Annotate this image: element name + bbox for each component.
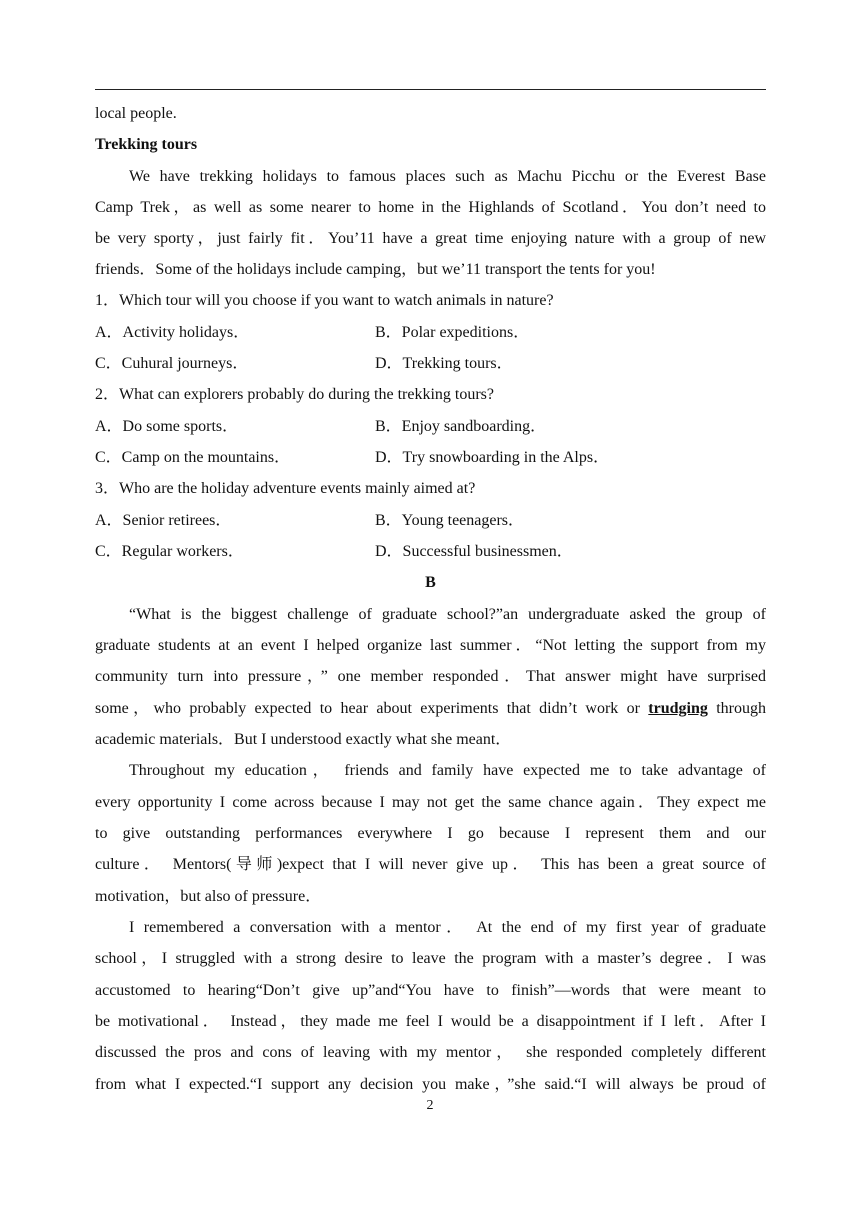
section-title-trekking: Trekking tours — [95, 136, 198, 153]
paragraph-line: Camp Trek，as well as some nearer to home in the Highlands of Scotland．You don’t need to — [95, 199, 767, 216]
question-3-options-row — [95, 541, 766, 563]
paragraph-line: I remembered a conversation with a mentor． At the end of my first year of graduate — [129, 919, 766, 936]
option-d: D．Successful businessmen． — [375, 543, 573, 560]
option-b: B．Polar expeditions． — [375, 324, 530, 341]
question-2-stem: 2．What can explorers probably do during the trekking tours? — [95, 386, 495, 403]
passage-b-label: B — [425, 574, 436, 591]
option-a: A．Do some sports． — [95, 418, 239, 435]
paragraph-line: be motivational． Instead，they made me feel I would be a disappointment if I left．After I — [95, 1013, 767, 1030]
paragraph-line: from what I expected.“I support any decision you make，”she said.“I will always be proud of — [95, 1076, 766, 1093]
page-number: 2 — [426, 1098, 434, 1113]
question-2-options-row — [95, 416, 766, 438]
paragraph-line: “What is the biggest challenge of graduate school?”an undergraduate asked the group of — [129, 606, 766, 623]
option-c: C．Cuhural journeys． — [95, 355, 249, 372]
text-before-keyword: some，who probably expected to hear about experiments that didn’t work or — [95, 700, 649, 717]
question-3-stem: 3．Who are the holiday adventure events mainly aimed at? — [95, 480, 476, 497]
keyword-trudging: trudging — [648, 700, 708, 717]
paragraph-line: motivation，but also of pressure． — [95, 888, 322, 905]
paragraph-line: community turn into pressure，” one member responded．That answer might have surprised — [95, 668, 766, 685]
question-1-options-row — [95, 322, 766, 344]
passage-a-continuation: local people. — [95, 105, 177, 122]
paragraph-line: discussed the pros and cons of leaving with my mentor， she responded completely different — [95, 1044, 766, 1061]
option-a: A．Senior retirees． — [95, 512, 232, 529]
paragraph-line: graduate students at an event I helped organize last summer．“Not letting the support from my — [95, 637, 766, 654]
paragraph-line: friends．Some of the holidays include camping，but we’11 transport the tents for you! — [95, 261, 656, 278]
question-2-options-row — [95, 447, 766, 469]
paragraph-line: accustomed to hearing“Don’t give up”and“You have to finish”—words that were meant to — [95, 982, 766, 999]
question-1-stem: 1．Which tour will you choose if you want to watch animals in nature? — [95, 292, 554, 309]
paragraph-line: academic materials．But I understood exactly what she meant． — [95, 731, 512, 748]
paragraph-line: be very sporty，just fairly fit．You’11 have a great time enjoying nature with a group of new — [95, 230, 767, 247]
paragraph-line: to give outstanding performances everywhere I go because I represent them and our — [95, 825, 766, 842]
paragraph-line: every opportunity I come across because I may not get the same chance again．They expect me — [95, 794, 766, 811]
option-a: A．Activity holidays． — [95, 324, 250, 341]
header-rule — [95, 89, 766, 90]
option-d: D．Try snowboarding in the Alps． — [375, 449, 610, 466]
option-d: D．Trekking tours． — [375, 355, 513, 372]
paragraph-line: We have trekking holidays to famous places such as Machu Picchu or the Everest Base — [129, 168, 766, 185]
question-1-options-row — [95, 353, 766, 375]
option-b: B．Enjoy sandboarding． — [375, 418, 547, 435]
option-c: C．Regular workers． — [95, 543, 244, 560]
option-c: C．Camp on the mountains． — [95, 449, 291, 466]
paragraph-line-with-keyword — [95, 698, 766, 720]
question-3-options-row — [95, 510, 766, 532]
paragraph-line: Throughout my education， friends and family have expected me to take advantage of — [129, 762, 766, 779]
paragraph-line: culture． Mentors(导师)expect that I will never give up． This has been a great source of — [95, 856, 766, 873]
text-after-keyword: through — [707, 700, 766, 717]
paragraph-line: school，I struggled with a strong desire to leave the program with a master’s degree．I was — [95, 950, 766, 967]
option-b: B．Young teenagers． — [375, 512, 525, 529]
